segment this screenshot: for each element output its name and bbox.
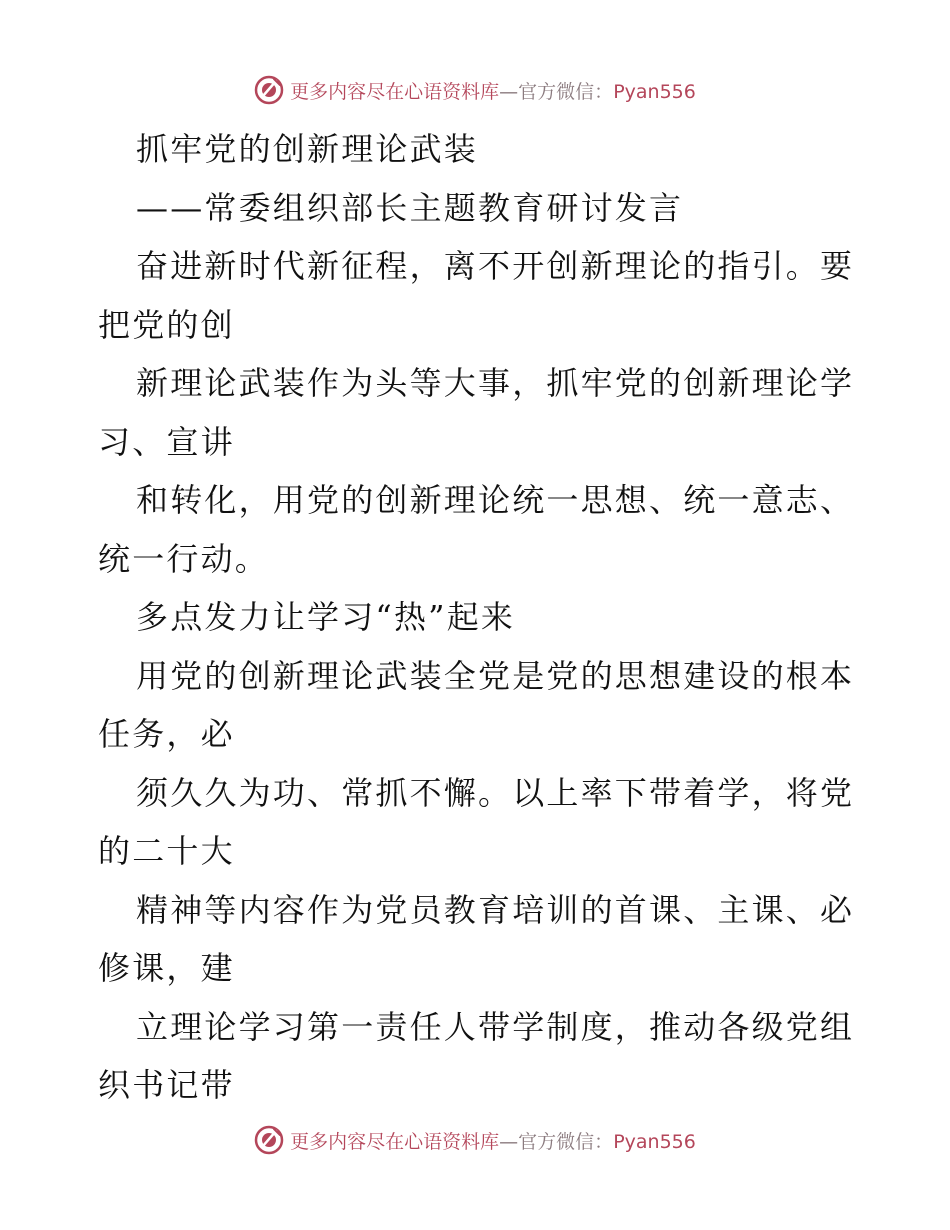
document-body (98, 120, 858, 1115)
footer-banner (0, 1120, 950, 1160)
banner-main-text: 更多内容尽在心语资料库 (290, 1130, 500, 1153)
text-line: 立理论学习第一责任人带学制度，推动各级党组 (136, 1007, 855, 1046)
banner-wechat-label: 官方微信： (518, 1130, 614, 1153)
banner-dash: — (499, 1130, 519, 1153)
text-line: 把党的创 (98, 305, 235, 344)
banner-wechat-id: Pyan556 (613, 80, 696, 103)
text-line: 的二十大 (98, 832, 235, 870)
text-line: ——常委组织部长主题教育研讨发言 (136, 188, 684, 227)
text-line: 织书记带 (98, 1066, 235, 1104)
text-line: 和转化，用党的创新理论统一思想、统一意志、 (136, 481, 855, 519)
banner-wechat-id: Pyan556 (613, 1130, 696, 1153)
text-line: 用党的创新理论武装全党是党的思想建设的根本 (136, 656, 855, 695)
banner-dash: — (499, 80, 519, 103)
text-line: 抓牢党的创新理论武装 (136, 130, 479, 168)
header-banner (0, 70, 950, 110)
text-line: 须久久为功、常抓不懈。以上率下带着学，将党 (136, 773, 855, 812)
logo-icon (254, 1125, 284, 1155)
logo-icon (254, 75, 284, 105)
text-line: 精神等内容作为党员教育培训的首课、主课、必 (136, 890, 855, 929)
banner-wechat-label: 官方微信： (518, 80, 614, 103)
text-line: 新理论武装作为头等大事，抓牢党的创新理论学 (136, 364, 855, 402)
banner-text (290, 1127, 696, 1154)
text-line: 奋进新时代新征程，离不开创新理论的指引。要 (136, 247, 855, 285)
text-line: 统一行动。 (98, 539, 270, 578)
banner-text (290, 77, 696, 104)
banner-main-text: 更多内容尽在心语资料库 (290, 80, 500, 103)
text-line: 习、宣讲 (98, 422, 235, 461)
text-line: 多点发力让学习“热”起来 (136, 598, 516, 636)
text-line: 任务，必 (98, 715, 235, 753)
text-line: 修课，建 (98, 949, 235, 987)
